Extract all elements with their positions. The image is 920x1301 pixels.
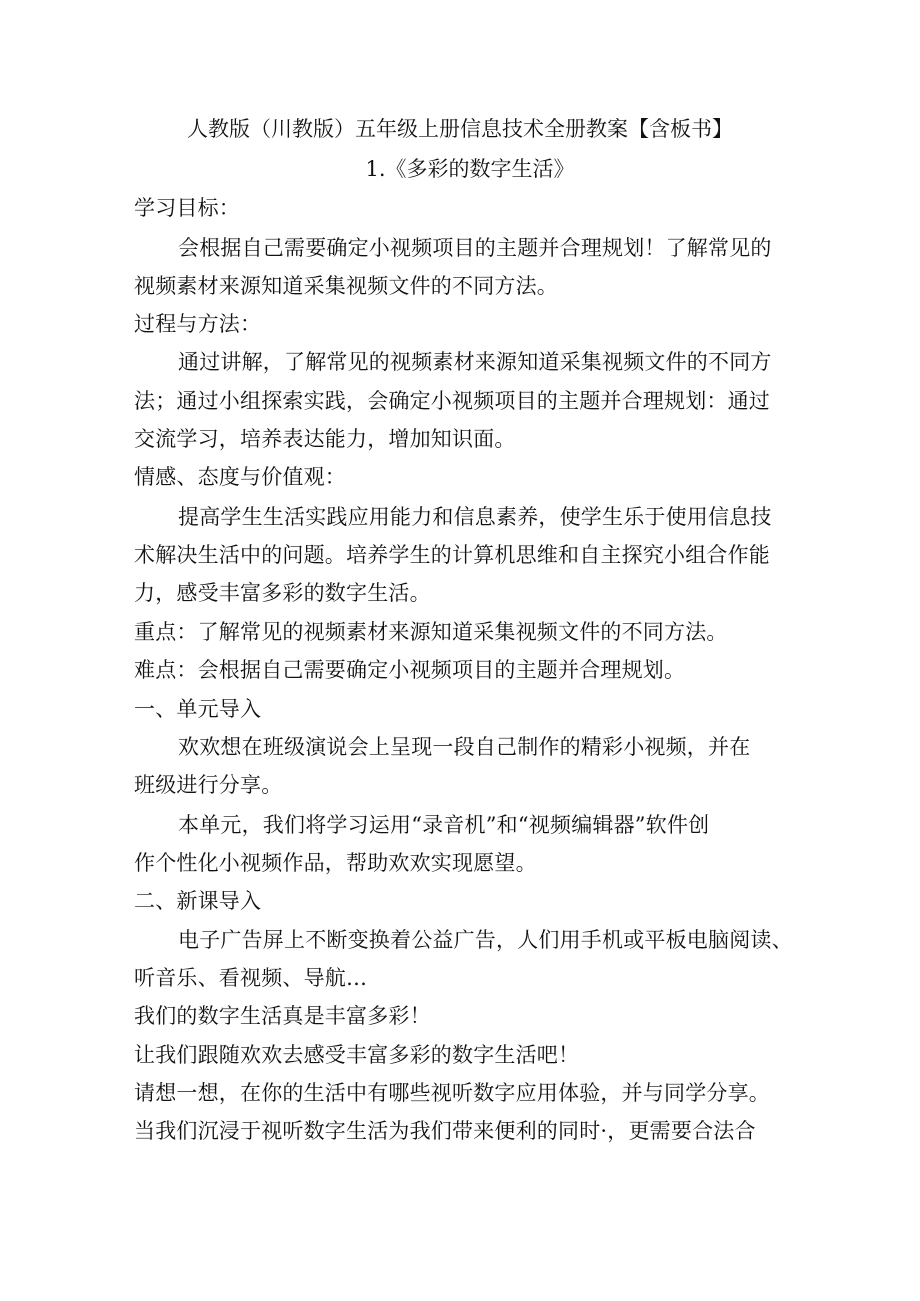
section-heading-unit-intro: 一、单元导入 — [134, 697, 262, 721]
paragraph-line: 提高学生生活实践应用能力和信息素养，使学生乐于使用信息技 — [178, 505, 772, 529]
difficult-point: 难点：会根据自己需要确定小视频项目的主题并合理规划。 — [134, 658, 686, 682]
section-heading-process: 过程与方法： — [134, 312, 262, 336]
paragraph-line: 当我们沉浸于视听数字生活为我们带来便利的同时·，更需要合法合 — [134, 1119, 756, 1143]
paragraph-line: 让我们跟随欢欢去感受丰富多彩的数字生活吧！ — [134, 1043, 580, 1067]
section-heading-objectives: 学习目标： — [134, 196, 240, 220]
paragraph-line: 力，感受丰富多彩的数字生活。 — [134, 581, 431, 605]
paragraph-line: 作个性化小视频作品，帮助欢欢实现愿望。 — [134, 851, 537, 875]
paragraph-line: 会根据自己需要确定小视频项目的主题并合理规划！了解常见的 — [178, 236, 772, 260]
document-title: 人教版（川教版）五年级上册信息技术全册教案【含板书】 — [187, 117, 733, 141]
section-heading-attitude: 情感、态度与价值观： — [134, 465, 346, 489]
paragraph-line: 请想一想，在你的生活中有哪些视听数字应用体验，并与同学分享。 — [134, 1081, 770, 1105]
paragraph-line: 班级进行分享。 — [134, 773, 283, 797]
paragraph-line: 术解决生活中的问题。培养学生的计算机思维和自主探究小组合作能 — [134, 543, 770, 567]
paragraph-line: 本单元，我们将学习运用“录音机”和“视频编辑器”软件创 — [178, 813, 710, 837]
lesson-title: 1.《多彩的数字生活》 — [365, 157, 575, 181]
paragraph-line: 欢欢想在班级演说会上呈现一段自己制作的精彩小视频，并在 — [178, 735, 751, 759]
paragraph-line: 电子广告屏上不断变换着公益广告，人们用手机或平板电脑阅读、 — [178, 928, 793, 952]
paragraph-line: 听音乐、看视频、导航… — [134, 966, 368, 990]
section-heading-new-lesson: 二、新课导入 — [134, 889, 262, 913]
paragraph-line: 通过讲解，了解常见的视频素材来源知道采集视频文件的不同方 — [178, 350, 772, 374]
paragraph-line: 视频素材来源知道采集视频文件的不同方法。 — [134, 274, 558, 298]
key-point: 重点：了解常见的视频素材来源知道采集视频文件的不同方法。 — [134, 620, 728, 644]
paragraph-line: 法；通过小组探索实践，会确定小视频项目的主题并合理规划：通过 — [134, 389, 770, 413]
paragraph-line: 我们的数字生活真是丰富多彩！ — [134, 1004, 431, 1028]
paragraph-line: 交流学习，培养表达能力，增加知识面。 — [134, 427, 516, 451]
